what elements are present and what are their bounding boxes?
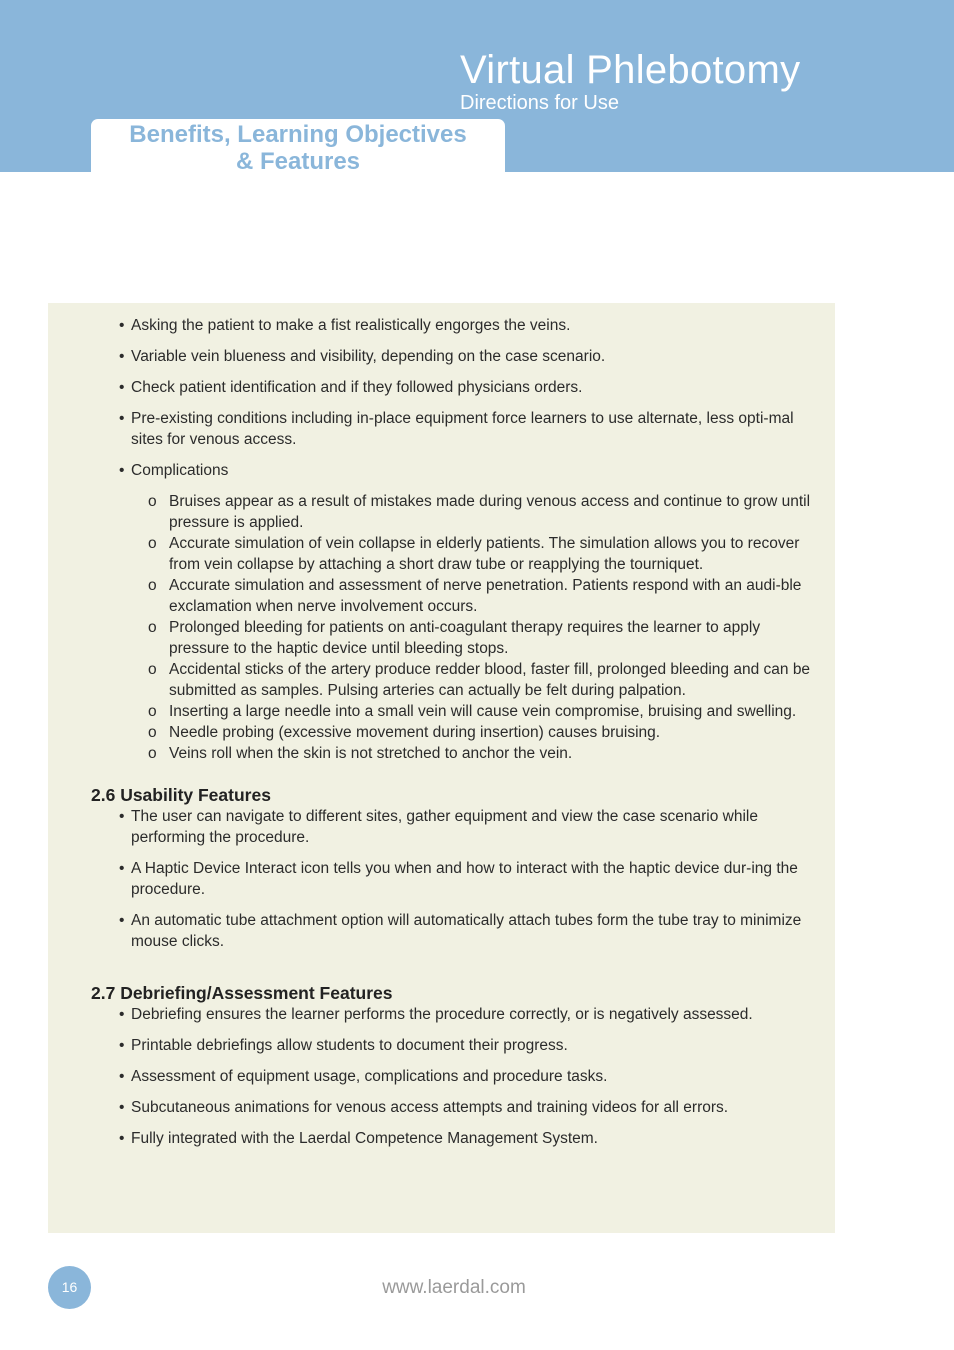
- list-item: • Variable vein blueness and visibility, depending on the case scenario.: [131, 346, 821, 367]
- debriefing-list: [48, 1004, 835, 1149]
- list-item: o Accidental sticks of the artery produce redder blood, faster fill, prolonged bleeding and can be submitted as samples. Pulsing arteries can actually be felt during palpation.: [169, 659, 819, 701]
- section-tab-title: [91, 121, 505, 175]
- section-tab: [91, 119, 505, 175]
- complications-list: [48, 491, 835, 764]
- usability-list: [48, 806, 835, 952]
- content-body: [48, 303, 835, 1159]
- list-item: • A Haptic Device Interact icon tells you when and how to interact with the haptic device dur-ing the procedure.: [131, 858, 821, 900]
- list-item: • Debriefing ensures the learner performs the procedure correctly, or is negatively assessed.: [131, 1004, 821, 1025]
- list-item: o Accurate simulation of vein collapse in elderly patients. The simulation allows you to recover from vein collapse by attaching a short draw tube or reapplying the tourniquet.: [169, 533, 819, 575]
- list-item: o Accurate simulation and assessment of nerve penetration. Patients respond with an audi-ble exclamation when nerve involvement occurs.: [169, 575, 819, 617]
- list-item: • Asking the patient to make a fist realistically engorges the veins.: [131, 315, 821, 336]
- section-tab-line-1: Benefits, Learning Objectives: [129, 121, 467, 148]
- page-number-badge: 16: [48, 1266, 91, 1309]
- list-item: • Pre-existing conditions including in-place equipment force learners to use alternate, less opti-mal sites for venous access.: [131, 408, 821, 450]
- debriefing-heading: 2.7 Debriefing/Assessment Features: [91, 983, 393, 1003]
- list-item: o Bruises appear as a result of mistakes made during venous access and continue to grow until pressure is applied.: [169, 491, 819, 533]
- list-item: o Prolonged bleeding for patients on anti-coagulant therapy requires the learner to apply pressure to the haptic device until bleeding stops.: [169, 617, 819, 659]
- list-item: • Fully integrated with the Laerdal Competence Management System.: [131, 1128, 821, 1149]
- list-item: • Assessment of equipment usage, complications and procedure tasks.: [131, 1066, 821, 1087]
- document-subtitle: Directions for Use: [460, 92, 619, 114]
- list-item: o Veins roll when the skin is not stretched to anchor the vein.: [169, 743, 819, 764]
- section-tab-line-2: & Features: [235, 148, 361, 175]
- list-item: o Needle probing (excessive movement during insertion) causes bruising.: [169, 722, 819, 743]
- list-item: • Printable debriefings allow students to document their progress.: [131, 1035, 821, 1056]
- list-item: • Subcutaneous animations for venous access attempts and training videos for all errors.: [131, 1097, 821, 1118]
- intro-bullet-list: [48, 315, 835, 481]
- content-panel: [48, 303, 835, 1233]
- list-item: • An automatic tube attachment option will automatically attach tubes form the tube tray to minimize mouse clicks.: [131, 910, 821, 952]
- usability-heading: 2.6 Usability Features: [91, 785, 271, 805]
- footer-url: www.laerdal.com: [382, 1277, 526, 1298]
- header-band: [0, 0, 954, 175]
- list-item-complications: • Complications: [131, 460, 821, 481]
- list-item: • Check patient identification and if they followed physicians orders.: [131, 377, 821, 398]
- list-item: o Inserting a large needle into a small vein will cause vein compromise, bruising and swelling.: [169, 701, 819, 722]
- list-item: • The user can navigate to different sites, gather equipment and view the case scenario while performing the procedure.: [131, 806, 821, 848]
- document-title: Virtual Phlebotomy: [460, 48, 801, 92]
